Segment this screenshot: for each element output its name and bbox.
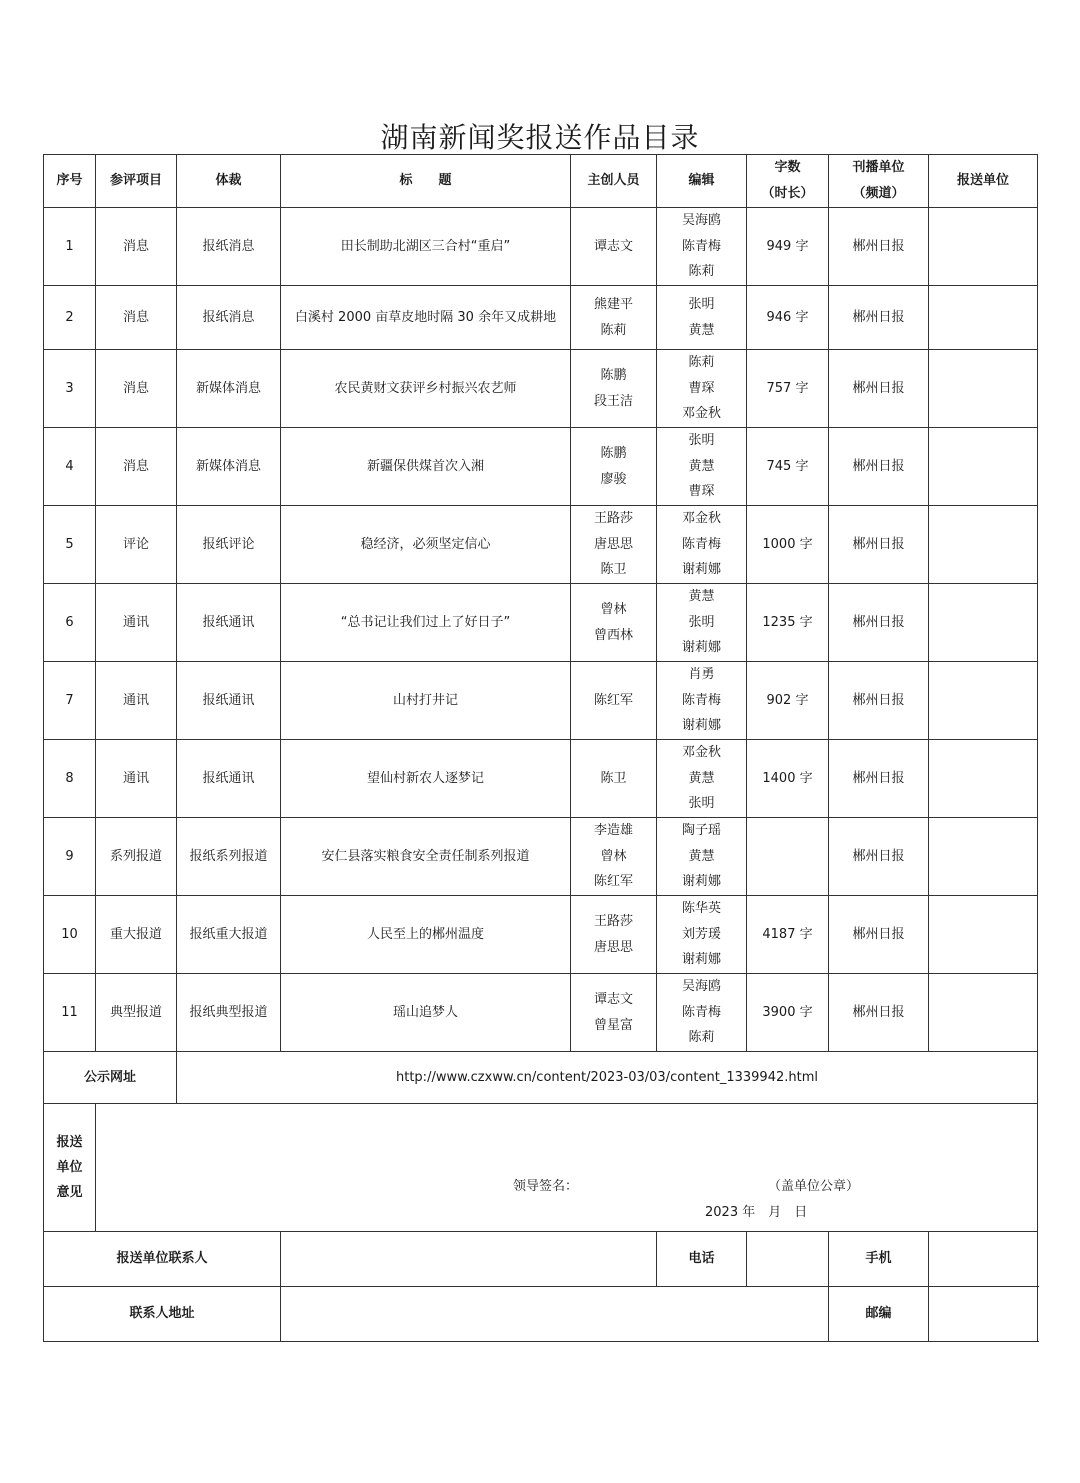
cell-publisher: 郴州日报 bbox=[829, 428, 929, 506]
cell-seq: 2 bbox=[44, 286, 96, 350]
header-seq: 序号 bbox=[44, 155, 96, 208]
postcode-value bbox=[929, 1287, 1038, 1342]
editor-name: 谢莉娜 bbox=[681, 562, 721, 578]
submission-table bbox=[43, 154, 1038, 1342]
cell-title: 稳经济，必须坚定信心 bbox=[281, 506, 571, 584]
cell-words: 4187 字 bbox=[747, 896, 829, 974]
public-url-row bbox=[44, 1052, 1038, 1104]
cell-category: 系列报道 bbox=[96, 818, 177, 896]
table-row bbox=[44, 286, 1038, 350]
creator-name: 廖骏 bbox=[600, 471, 627, 487]
phone-value bbox=[747, 1232, 829, 1287]
cell-publisher: 郴州日报 bbox=[829, 350, 929, 428]
header-creators: 主创人员 bbox=[571, 155, 657, 208]
cell-editors bbox=[657, 506, 747, 584]
cell-publisher: 郴州日报 bbox=[829, 208, 929, 286]
creator-name: 曾西林 bbox=[593, 627, 633, 643]
cell-words bbox=[747, 818, 829, 896]
cell-seq: 3 bbox=[44, 350, 96, 428]
editor-name: 黄慧 bbox=[688, 848, 715, 864]
cell-submitter bbox=[929, 896, 1038, 974]
cell-publisher: 郴州日报 bbox=[829, 974, 929, 1052]
cell-submitter bbox=[929, 506, 1038, 584]
creator-name: 熊建平 bbox=[593, 297, 633, 312]
creator-name: 王路莎 bbox=[593, 511, 633, 527]
editor-name: 张明 bbox=[688, 796, 715, 812]
cell-genre: 报纸通讯 bbox=[177, 740, 281, 818]
cell-publisher: 郴州日报 bbox=[829, 584, 929, 662]
header-editors: 编辑 bbox=[657, 155, 747, 208]
creator-name: 陈红军 bbox=[593, 874, 633, 890]
creator-name: 谭志文 bbox=[593, 992, 633, 1007]
cell-title: 瑶山追梦人 bbox=[281, 974, 571, 1052]
creator-name: 陈鹏 bbox=[600, 446, 627, 461]
cell-publisher: 郴州日报 bbox=[829, 896, 929, 974]
table-row bbox=[44, 350, 1038, 428]
cell-creators bbox=[571, 662, 657, 740]
table-row bbox=[44, 506, 1038, 584]
header-category: 参评项目 bbox=[96, 155, 177, 208]
editor-name: 肖勇 bbox=[688, 667, 715, 683]
creator-name: 陈鹏 bbox=[600, 368, 627, 383]
cell-publisher: 郴州日报 bbox=[829, 740, 929, 818]
header-row bbox=[44, 155, 1038, 208]
cell-genre: 报纸通讯 bbox=[177, 662, 281, 740]
cell-title: 山村打井记 bbox=[281, 662, 571, 740]
cell-category: 通讯 bbox=[96, 584, 177, 662]
table-row bbox=[44, 584, 1038, 662]
cell-category: 通讯 bbox=[96, 662, 177, 740]
editor-name: 陈莉 bbox=[688, 264, 715, 280]
editor-name: 张明 bbox=[688, 297, 715, 312]
cell-creators bbox=[571, 818, 657, 896]
creator-name: 陈红军 bbox=[593, 692, 633, 708]
mobile-label: 手机 bbox=[829, 1232, 929, 1287]
date-label: 2023 年 月 日 bbox=[705, 1205, 808, 1220]
cell-genre: 报纸典型报道 bbox=[177, 974, 281, 1052]
editor-name: 吴海鸥 bbox=[681, 979, 721, 995]
cell-title: 望仙村新农人逐梦记 bbox=[281, 740, 571, 818]
cell-seq: 5 bbox=[44, 506, 96, 584]
cell-genre: 报纸通讯 bbox=[177, 584, 281, 662]
cell-submitter bbox=[929, 740, 1038, 818]
cell-publisher: 郴州日报 bbox=[829, 506, 929, 584]
editor-name: 陈青梅 bbox=[681, 536, 721, 552]
cell-seq: 10 bbox=[44, 896, 96, 974]
cell-words: 902 字 bbox=[747, 662, 829, 740]
cell-genre: 报纸消息 bbox=[177, 286, 281, 350]
cell-words: 1000 字 bbox=[747, 506, 829, 584]
cell-publisher: 郴州日报 bbox=[829, 818, 929, 896]
cell-words: 3900 字 bbox=[747, 974, 829, 1052]
cell-creators bbox=[571, 208, 657, 286]
seal-label: （盖单位公章） bbox=[768, 1179, 860, 1194]
postcode-label: 邮编 bbox=[829, 1287, 929, 1342]
table-row bbox=[44, 896, 1038, 974]
creator-name: 谭志文 bbox=[593, 238, 633, 254]
contact-person-label: 报送单位联系人 bbox=[44, 1232, 281, 1287]
cell-words: 1400 字 bbox=[747, 740, 829, 818]
cell-category: 评论 bbox=[96, 506, 177, 584]
cell-submitter bbox=[929, 974, 1038, 1052]
editor-name: 邓金秋 bbox=[681, 745, 721, 761]
editor-name: 张明 bbox=[688, 433, 715, 449]
cell-title: “总书记让我们过上了好日子” bbox=[281, 584, 571, 662]
opinion-area bbox=[96, 1104, 1038, 1232]
editor-name: 谢莉娜 bbox=[681, 718, 721, 734]
cell-seq: 1 bbox=[44, 208, 96, 286]
editor-name: 陈华英 bbox=[681, 901, 721, 917]
cell-editors bbox=[657, 350, 747, 428]
table-row bbox=[44, 974, 1038, 1052]
creator-name: 曾林 bbox=[600, 602, 627, 617]
cell-publisher: 郴州日报 bbox=[829, 662, 929, 740]
editor-name: 陶子瑶 bbox=[681, 823, 721, 839]
cell-title: 白溪村 2000 亩草皮地时隔 30 余年又成耕地 bbox=[281, 286, 571, 350]
cell-category: 典型报道 bbox=[96, 974, 177, 1052]
creator-name: 王路莎 bbox=[593, 914, 633, 929]
cell-genre: 报纸消息 bbox=[177, 208, 281, 286]
cell-creators bbox=[571, 506, 657, 584]
cell-editors bbox=[657, 896, 747, 974]
creator-name: 陈卫 bbox=[600, 770, 627, 786]
cell-editors bbox=[657, 584, 747, 662]
editor-name: 张明 bbox=[688, 614, 715, 630]
table-row bbox=[44, 740, 1038, 818]
cell-editors bbox=[657, 208, 747, 286]
table-row bbox=[44, 662, 1038, 740]
cell-category: 消息 bbox=[96, 428, 177, 506]
editor-name: 黄慧 bbox=[688, 322, 715, 338]
table-row bbox=[44, 208, 1038, 286]
cell-editors bbox=[657, 662, 747, 740]
phone-label: 电话 bbox=[657, 1232, 747, 1287]
cell-title: 人民至上的郴州温度 bbox=[281, 896, 571, 974]
table-row bbox=[44, 818, 1038, 896]
header-words: 字数 （时长） bbox=[747, 155, 829, 208]
cell-creators bbox=[571, 286, 657, 350]
editor-name: 陈青梅 bbox=[681, 692, 721, 708]
table-row bbox=[44, 428, 1038, 506]
public-url-value: http://www.czxww.cn/content/2023-03/03/content_1339942.html bbox=[177, 1052, 1038, 1104]
editor-name: 谢莉娜 bbox=[681, 874, 721, 890]
creator-name: 曾星富 bbox=[593, 1017, 633, 1033]
cell-seq: 6 bbox=[44, 584, 96, 662]
cell-seq: 7 bbox=[44, 662, 96, 740]
creator-name: 唐思思 bbox=[593, 536, 633, 552]
editor-name: 黄慧 bbox=[688, 458, 715, 474]
cell-editors bbox=[657, 818, 747, 896]
cell-submitter bbox=[929, 818, 1038, 896]
cell-seq: 9 bbox=[44, 818, 96, 896]
opinion-label-line: 报送 bbox=[56, 1135, 83, 1150]
header-submitter: 报送单位 bbox=[929, 155, 1038, 208]
contact-row bbox=[44, 1232, 1038, 1287]
address-value bbox=[281, 1287, 829, 1342]
cell-category: 消息 bbox=[96, 350, 177, 428]
cell-category: 通讯 bbox=[96, 740, 177, 818]
leader-signature-label: 领导签名： bbox=[513, 1179, 579, 1194]
creator-name: 唐思思 bbox=[593, 939, 633, 955]
editor-name: 黄慧 bbox=[688, 589, 715, 605]
cell-genre: 报纸评论 bbox=[177, 506, 281, 584]
editor-name: 谢莉娜 bbox=[681, 952, 721, 968]
cell-submitter bbox=[929, 584, 1038, 662]
cell-submitter bbox=[929, 350, 1038, 428]
cell-title: 安仁县落实粮食安全责任制系列报道 bbox=[281, 818, 571, 896]
page-title: 湖南新闻奖报送作品目录 bbox=[380, 121, 700, 154]
cell-seq: 8 bbox=[44, 740, 96, 818]
cell-editors bbox=[657, 428, 747, 506]
cell-editors bbox=[657, 974, 747, 1052]
cell-creators bbox=[571, 740, 657, 818]
editor-name: 邓金秋 bbox=[681, 406, 721, 422]
editor-name: 谢莉娜 bbox=[681, 640, 721, 656]
cell-words: 946 字 bbox=[747, 286, 829, 350]
creator-name: 段王洁 bbox=[593, 393, 633, 409]
cell-editors bbox=[657, 740, 747, 818]
creator-name: 陈莉 bbox=[600, 322, 627, 338]
opinion-content bbox=[96, 1104, 1037, 1231]
opinion-row bbox=[44, 1104, 1038, 1232]
cell-title: 田长制助北湖区三合村“重启” bbox=[281, 208, 571, 286]
cell-title: 新疆保供煤首次入湘 bbox=[281, 428, 571, 506]
cell-genre: 新媒体消息 bbox=[177, 350, 281, 428]
cell-creators bbox=[571, 896, 657, 974]
editor-name: 陈青梅 bbox=[681, 1004, 721, 1020]
editor-name: 陈莉 bbox=[688, 355, 715, 371]
cell-submitter bbox=[929, 208, 1038, 286]
editor-name: 曹琛 bbox=[688, 484, 715, 500]
creator-name: 李造雄 bbox=[593, 823, 633, 839]
header-publisher: 刊播单位 （频道） bbox=[829, 155, 929, 208]
editor-name: 曹琛 bbox=[688, 380, 715, 396]
header-genre: 体裁 bbox=[177, 155, 281, 208]
cell-category: 重大报道 bbox=[96, 896, 177, 974]
cell-submitter bbox=[929, 662, 1038, 740]
cell-seq: 11 bbox=[44, 974, 96, 1052]
cell-genre: 报纸系列报道 bbox=[177, 818, 281, 896]
editor-name: 陈莉 bbox=[688, 1030, 715, 1046]
cell-words: 1235 字 bbox=[747, 584, 829, 662]
cell-seq: 4 bbox=[44, 428, 96, 506]
mobile-value bbox=[929, 1232, 1038, 1287]
opinion-label-line: 单位 bbox=[56, 1160, 83, 1175]
public-url-label: 公示网址 bbox=[44, 1052, 177, 1104]
cell-category: 消息 bbox=[96, 286, 177, 350]
cell-genre: 新媒体消息 bbox=[177, 428, 281, 506]
cell-title: 农民黄财文获评乡村振兴农艺师 bbox=[281, 350, 571, 428]
cell-creators bbox=[571, 584, 657, 662]
cell-submitter bbox=[929, 286, 1038, 350]
address-row bbox=[44, 1287, 1038, 1342]
creator-name: 陈卫 bbox=[600, 562, 627, 578]
header-title: 标 题 bbox=[281, 155, 571, 208]
opinion-label-line: 意见 bbox=[56, 1185, 83, 1200]
cell-editors bbox=[657, 286, 747, 350]
editor-name: 刘芳瑗 bbox=[681, 926, 721, 942]
cell-submitter bbox=[929, 428, 1038, 506]
editor-name: 陈青梅 bbox=[681, 238, 721, 254]
cell-genre: 报纸重大报道 bbox=[177, 896, 281, 974]
editor-name: 吴海鸥 bbox=[681, 213, 721, 229]
editor-name: 黄慧 bbox=[688, 770, 715, 786]
cell-publisher: 郴州日报 bbox=[829, 286, 929, 350]
cell-category: 消息 bbox=[96, 208, 177, 286]
opinion-label bbox=[44, 1104, 96, 1232]
creator-name: 曾林 bbox=[600, 848, 627, 864]
cell-creators bbox=[571, 428, 657, 506]
cell-words: 745 字 bbox=[747, 428, 829, 506]
cell-words: 757 字 bbox=[747, 350, 829, 428]
cell-creators bbox=[571, 974, 657, 1052]
cell-creators bbox=[571, 350, 657, 428]
contact-person-value bbox=[281, 1232, 657, 1287]
address-label: 联系人地址 bbox=[44, 1287, 281, 1342]
cell-words: 949 字 bbox=[747, 208, 829, 286]
editor-name: 邓金秋 bbox=[681, 511, 721, 527]
